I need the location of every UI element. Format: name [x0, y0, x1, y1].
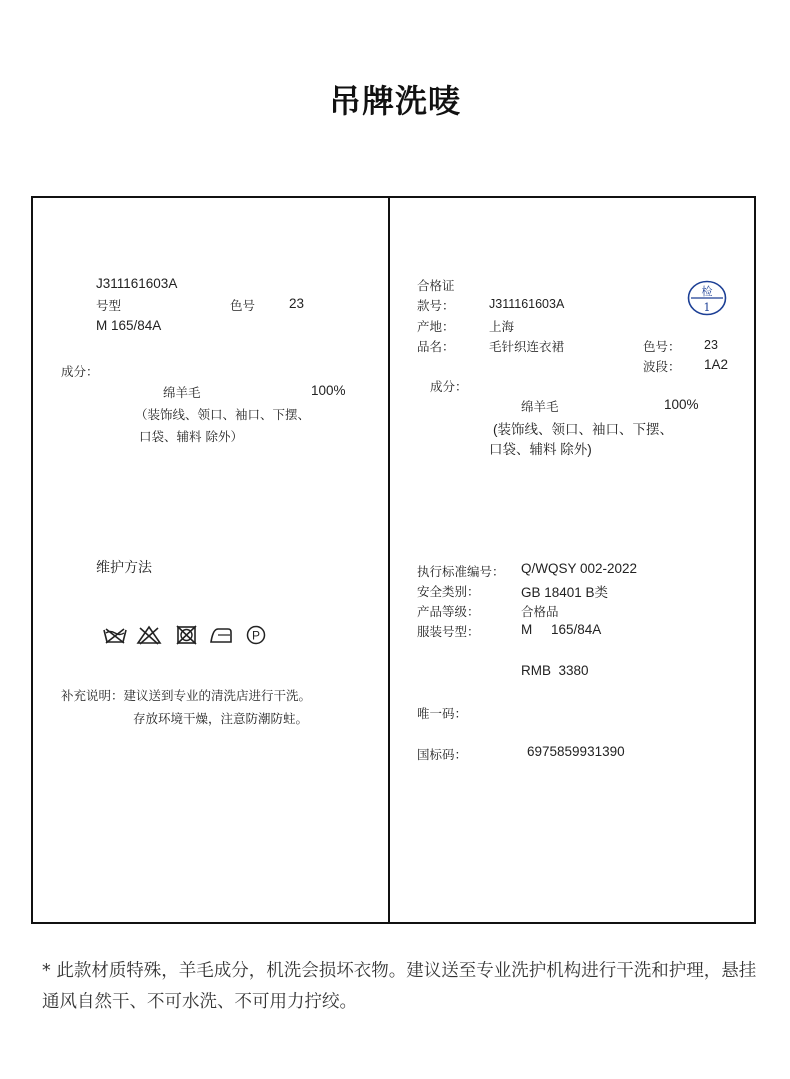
exclusion-line-2: 口袋、辅料 除外） — [139, 429, 243, 444]
exclusion-line-1-right: (装饰线、领口、袖口、下摆、 — [493, 422, 673, 437]
origin-label: 产地： — [417, 319, 455, 334]
material-name-right: 绵羊毛 — [521, 399, 559, 414]
style-label: 款号： — [417, 298, 455, 313]
care-icons — [102, 624, 272, 646]
color-label-right: 色号： — [643, 339, 681, 354]
wave-value: 1A2 — [704, 357, 729, 372]
tag-divider — [388, 196, 390, 924]
wave-label: 波段： — [643, 359, 681, 374]
size-value: M 165/84A — [96, 318, 162, 333]
care-label: 维护方法 — [96, 560, 152, 576]
do-not-bleach-icon — [136, 624, 162, 646]
material-percent: 100% — [311, 383, 346, 398]
iron-low-icon — [208, 624, 234, 646]
note-line-1: 补充说明：建议送到专业的清洗店进行干洗。 — [61, 688, 312, 703]
barcode-value: 6975859931390 — [527, 744, 625, 759]
do-not-tumble-dry-icon — [175, 624, 199, 646]
exclusion-line-2-right: 口袋、辅料 除外) — [489, 442, 592, 457]
grade-label: 产品等级： — [417, 604, 480, 619]
stamp-number: 1 — [703, 301, 711, 314]
product-name-value: 毛针织连衣裙 — [489, 339, 565, 354]
model-label: 号型 — [96, 298, 122, 313]
color-value: 23 — [289, 296, 305, 311]
note-line-2: 存放环境干燥，注意防潮防蛀。 — [133, 711, 309, 726]
standard-label: 执行标准编号： — [417, 564, 505, 579]
composition-label-right: 成分： — [430, 379, 468, 394]
color-label: 色号 — [230, 298, 256, 313]
style-code: J311161603A — [96, 276, 178, 291]
safety-value: GB 18401 B类 — [521, 585, 609, 600]
grade-value: 合格品 — [521, 604, 559, 619]
page-title: 吊牌洗唛 — [328, 82, 461, 120]
composition-label: 成分： — [61, 364, 99, 379]
product-name-label: 品名： — [417, 339, 455, 354]
exclusion-line-1: （装饰线、领口、袖口、下摆、 — [135, 407, 311, 422]
inspection-stamp-icon — [687, 280, 727, 316]
safety-label: 安全类别： — [417, 584, 480, 599]
garment-size-value: M 165/84A — [521, 622, 602, 637]
color-value-right: 23 — [704, 338, 718, 352]
price: RMB 3380 — [521, 663, 589, 678]
stamp-text: 检 — [701, 285, 713, 298]
style-value: J311161603A — [489, 297, 565, 311]
origin-value: 上海 — [489, 319, 515, 334]
standard-value: Q/WQSY 002-2022 — [521, 561, 638, 576]
dry-clean-letter: P — [251, 628, 261, 643]
barcode-label: 国标码： — [417, 747, 468, 762]
unique-code-label: 唯一码： — [417, 706, 468, 721]
dry-clean-p-icon — [244, 624, 268, 646]
do-not-wash-icon — [102, 624, 128, 646]
material-percent-right: 100% — [664, 397, 699, 412]
certificate-title: 合格证 — [417, 278, 455, 293]
material-name: 绵羊毛 — [163, 385, 201, 400]
footnote: * 此款材质特殊，羊毛成分，机洗会损坏衣物。建议送至专业洗护机构进行干洗和护理，悬挂通风自然干、不可水洗、不可用力拧绞。 — [42, 961, 757, 1012]
garment-size-label: 服装号型： — [417, 624, 480, 639]
